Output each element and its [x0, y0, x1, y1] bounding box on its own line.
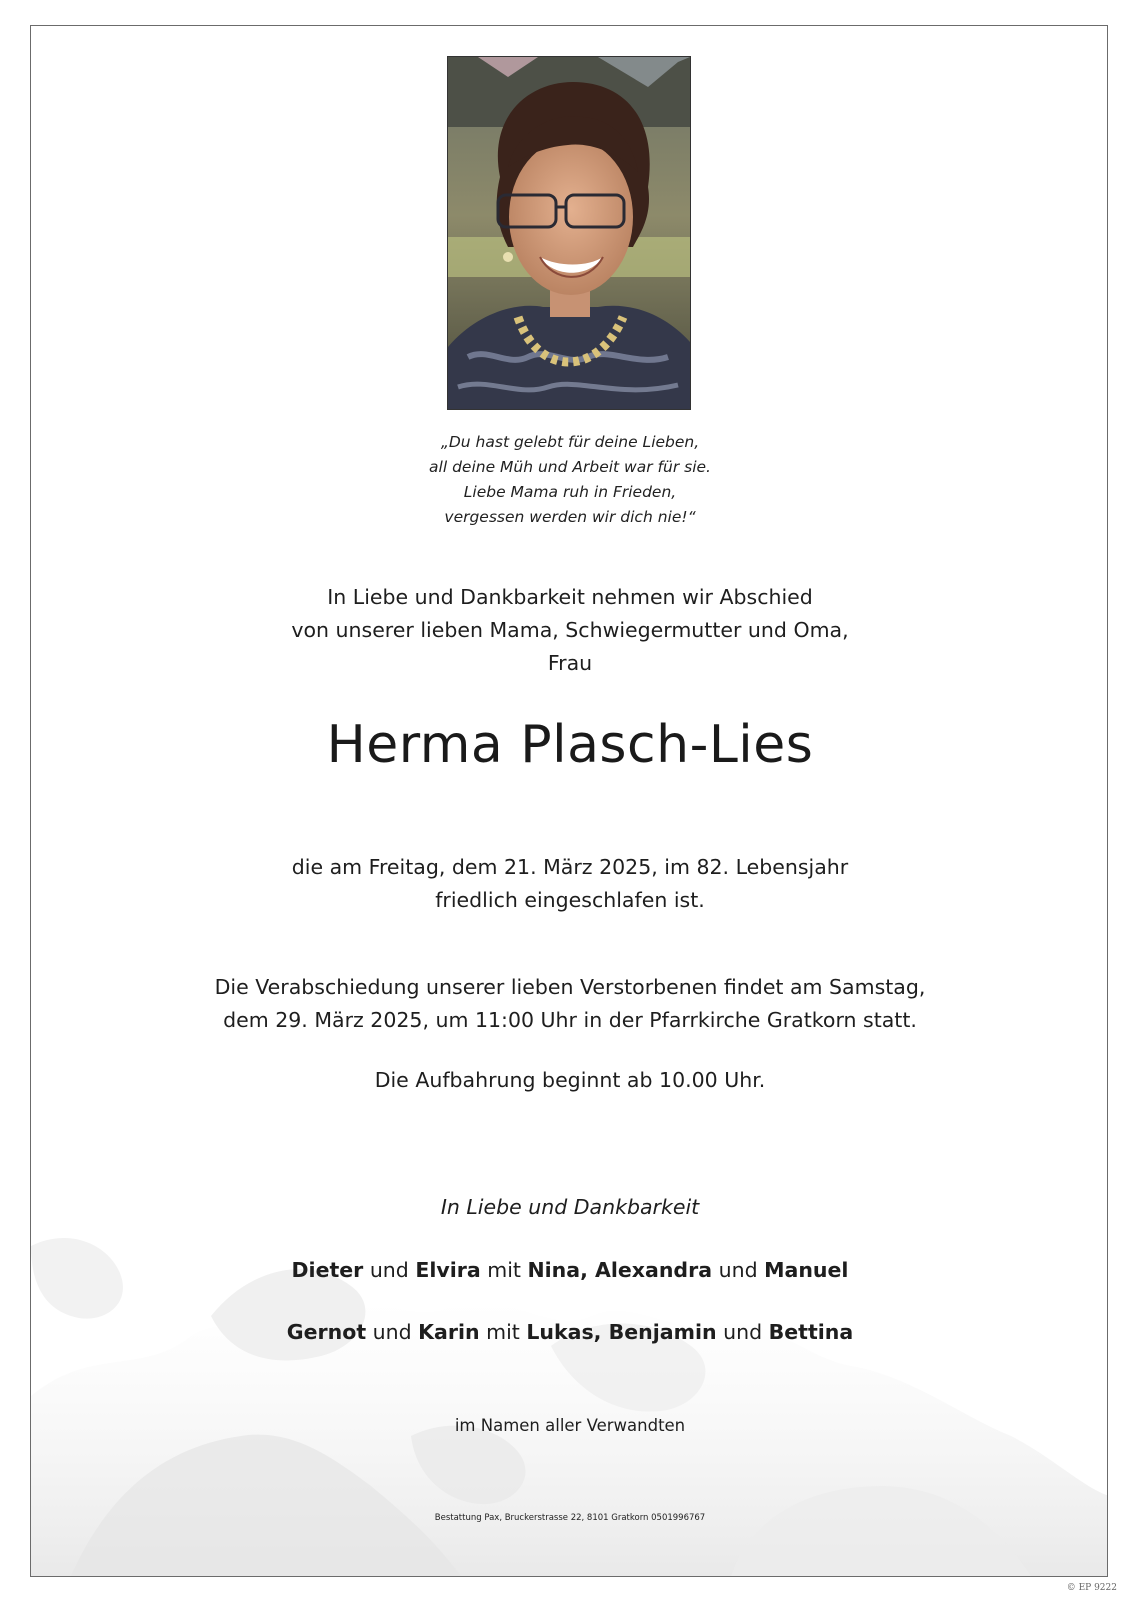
obituary-card [30, 25, 1108, 1577]
farewell-intro [31, 581, 1108, 680]
on-behalf-line: im Namen aller Verwandten [454, 1416, 686, 1435]
memorial-verse [31, 430, 1108, 530]
family-name: Bettina [768, 1320, 854, 1344]
verse-line-3: Liebe Mama ruh in Frieden, [463, 483, 677, 501]
floral-background-watermark [31, 1016, 1108, 1576]
family-name: Lukas, Benjamin [526, 1320, 717, 1344]
intro-line-3: Frau [547, 651, 593, 675]
intro-line-2: von unserer lieben Mama, Schwiegermutter und Oma, [291, 618, 849, 642]
service-line-1: Die Verabschiedung unserer lieben Verstorbenen findet am Samstag, [214, 975, 926, 999]
family-name: Manuel [764, 1258, 849, 1282]
verse-line-1: „Du hast gelebt für deine Lieben, [440, 433, 700, 451]
service-notice [31, 971, 1108, 1037]
portrait-photo [447, 56, 691, 410]
family-name: Nina, Alexandra [527, 1258, 713, 1282]
viewing-notice: Die Aufbahrung beginnt ab 10.00 Uhr. [374, 1068, 766, 1092]
connector: und [712, 1258, 765, 1282]
connector: mit [479, 1320, 527, 1344]
verse-line-2: all deine Müh und Arbeit war für sie. [429, 458, 711, 476]
service-line-2: dem 29. März 2025, um 11:00 Uhr in der Pfarrkirche Gratkorn statt. [223, 1008, 917, 1032]
connector: und [366, 1320, 419, 1344]
intro-line-1: In Liebe und Dankbarkeit nehmen wir Abschied [327, 585, 813, 609]
verse-line-4: vergessen werden wir dich nie!“ [444, 508, 696, 526]
family-name: Karin [418, 1320, 480, 1344]
connector: und [363, 1258, 416, 1282]
connector: mit [480, 1258, 528, 1282]
passing-line-2: friedlich eingeschlafen ist. [435, 888, 705, 912]
connector: und [716, 1320, 769, 1344]
family-line-1 [31, 1254, 1108, 1287]
family-line-2 [31, 1316, 1108, 1349]
family-name: Gernot [286, 1320, 367, 1344]
family-name: Dieter [291, 1258, 364, 1282]
closing-phrase: In Liebe und Dankbarkeit [440, 1195, 700, 1219]
copyright-mark: © EP 9222 [1066, 1583, 1117, 1593]
funeral-home-footer: Bestattung Pax, Bruckerstrasse 22, 8101 Gratkorn 0501996767 [434, 1513, 706, 1523]
deceased-name: Herma Plasch-Lies [326, 715, 814, 775]
passing-notice [31, 851, 1108, 917]
passing-line-1: die am Freitag, dem 21. März 2025, im 82. Lebensjahr [291, 855, 849, 879]
family-name: Elvira [415, 1258, 481, 1282]
